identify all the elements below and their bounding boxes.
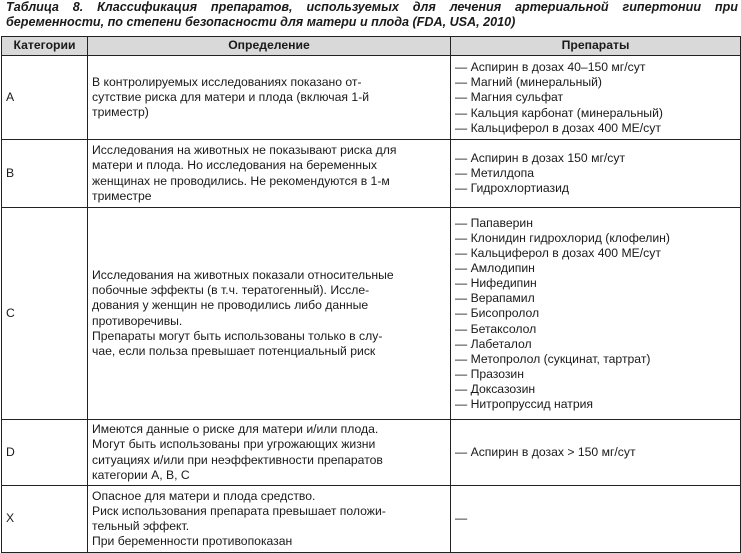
category-cell: A: [2, 56, 88, 140]
drug-item: — Кальция карбонат (минеральный): [455, 105, 663, 120]
drug-item: — Празозин: [455, 366, 524, 381]
drug-item: — Нифедипин: [455, 276, 537, 291]
category-cell: B: [2, 140, 88, 208]
definition-line: При беременности противопоказан: [92, 534, 293, 549]
fda-classification-table: [1, 36, 741, 553]
definition-line: Имеются данные о риске для матери и/или плода.: [92, 422, 379, 437]
definition-line: сутствие риска для матери и плода (включая 1-й: [92, 89, 370, 104]
drug-item: — Метилдопа: [455, 165, 535, 180]
drug-item: — Доксазозин: [455, 381, 536, 396]
definition-line: триместр): [92, 105, 149, 120]
table-row-a: [2, 56, 741, 140]
definition-line: тельный эффект.: [92, 519, 190, 533]
definition-line: В контролируемых исследованиях показано от-: [92, 74, 362, 89]
category-cell: X: [2, 486, 88, 553]
drug-item: — Метопролол (сукцинат, тартрат): [455, 351, 651, 366]
table-row-d: [2, 420, 741, 486]
drugs-cell: [451, 140, 741, 208]
definition-line: дования у женщин не проводились либо данные: [92, 298, 369, 313]
definition-cell: [88, 140, 451, 208]
drug-item: — Верапамил: [455, 291, 535, 306]
drugs-cell: [451, 420, 741, 486]
definition-line: категории A, B, C: [92, 467, 190, 482]
table-row-b: [2, 140, 741, 208]
header-drugs: Препараты: [451, 37, 741, 56]
drug-item: — Амлодипин: [455, 261, 535, 276]
drug-item: — Аспирин в дозах > 150 мг/сут: [455, 444, 636, 459]
definition-line: Могут быть использованы при угрожающих жизни: [92, 437, 376, 452]
drug-item: —: [455, 511, 468, 526]
definition-line: Риск использования препарата превышает положи-: [92, 503, 386, 518]
drugs-cell: [451, 56, 741, 140]
definition-cell: [88, 208, 451, 420]
category-cell: C: [2, 208, 88, 420]
drugs-cell: [451, 208, 741, 420]
header-definition: Определение: [88, 37, 451, 56]
definition-cell: [88, 486, 451, 553]
drug-item: — Клонидин гидрохлорид (клофелин): [455, 230, 670, 245]
definition-line: женщинах не проводились. Не рекомендуются в 1-м: [92, 173, 390, 188]
table-row-c: [2, 208, 741, 420]
definition-line: Исследования на животных не показывают риска для: [92, 143, 397, 158]
drug-item: — Аспирин в дозах 150 мг/сут: [455, 150, 626, 165]
drug-item: — Магния сульфат: [455, 90, 564, 105]
table-row-x: [2, 486, 741, 553]
drug-item: — Аспирин в дозах 40–150 мг/сут: [455, 60, 646, 75]
drug-item: — Нитропруссид натрия: [455, 397, 594, 412]
definition-line: Исследования на животных показали относительные: [92, 268, 394, 283]
definition-line: чае, если польза превышает потенциальный риск: [92, 343, 376, 358]
drug-item: — Магний (минеральный): [455, 75, 602, 90]
drug-item: — Папаверин: [455, 215, 533, 230]
definition-cell: [88, 56, 451, 140]
drug-item: — Лабеталол: [455, 336, 532, 351]
drug-item: — Бисопролол: [455, 306, 540, 321]
definition-line: побочные эффекты (в т.ч. тератогенный). Иссле-: [92, 283, 370, 298]
definition-line: Опасное для матери и плода средство.: [92, 488, 316, 503]
definition-line: матери и плода. Но исследования на беременных: [92, 158, 377, 173]
drugs-cell: [451, 486, 741, 553]
category-cell: D: [2, 420, 88, 486]
definition-line: Препараты могут быть использованы только в слу-: [92, 328, 383, 343]
drug-item: — Бетаксолол: [455, 321, 537, 336]
drug-item: — Гидрохлортиазид: [455, 181, 569, 196]
header-categories: Категории: [2, 37, 88, 56]
table-caption: Таблица 8. Классификация препаратов, используемых для лечения артериальной гипертонии при беременности, по степени безопасности для матери и плода (FDA, USA, 2010): [6, 0, 738, 29]
header-row: [2, 37, 741, 56]
definition-line: ситуациях и/или при неэффективности препаратов: [92, 452, 383, 467]
definition-cell: [88, 420, 451, 486]
drug-item: — Кальциферол в дозах 400 МЕ/сут: [455, 246, 661, 261]
definition-line: противоречивы.: [92, 313, 183, 328]
drug-item: — Кальциферол в дозах 400 МЕ/сут: [455, 120, 661, 135]
definition-line: триместре: [92, 188, 152, 203]
